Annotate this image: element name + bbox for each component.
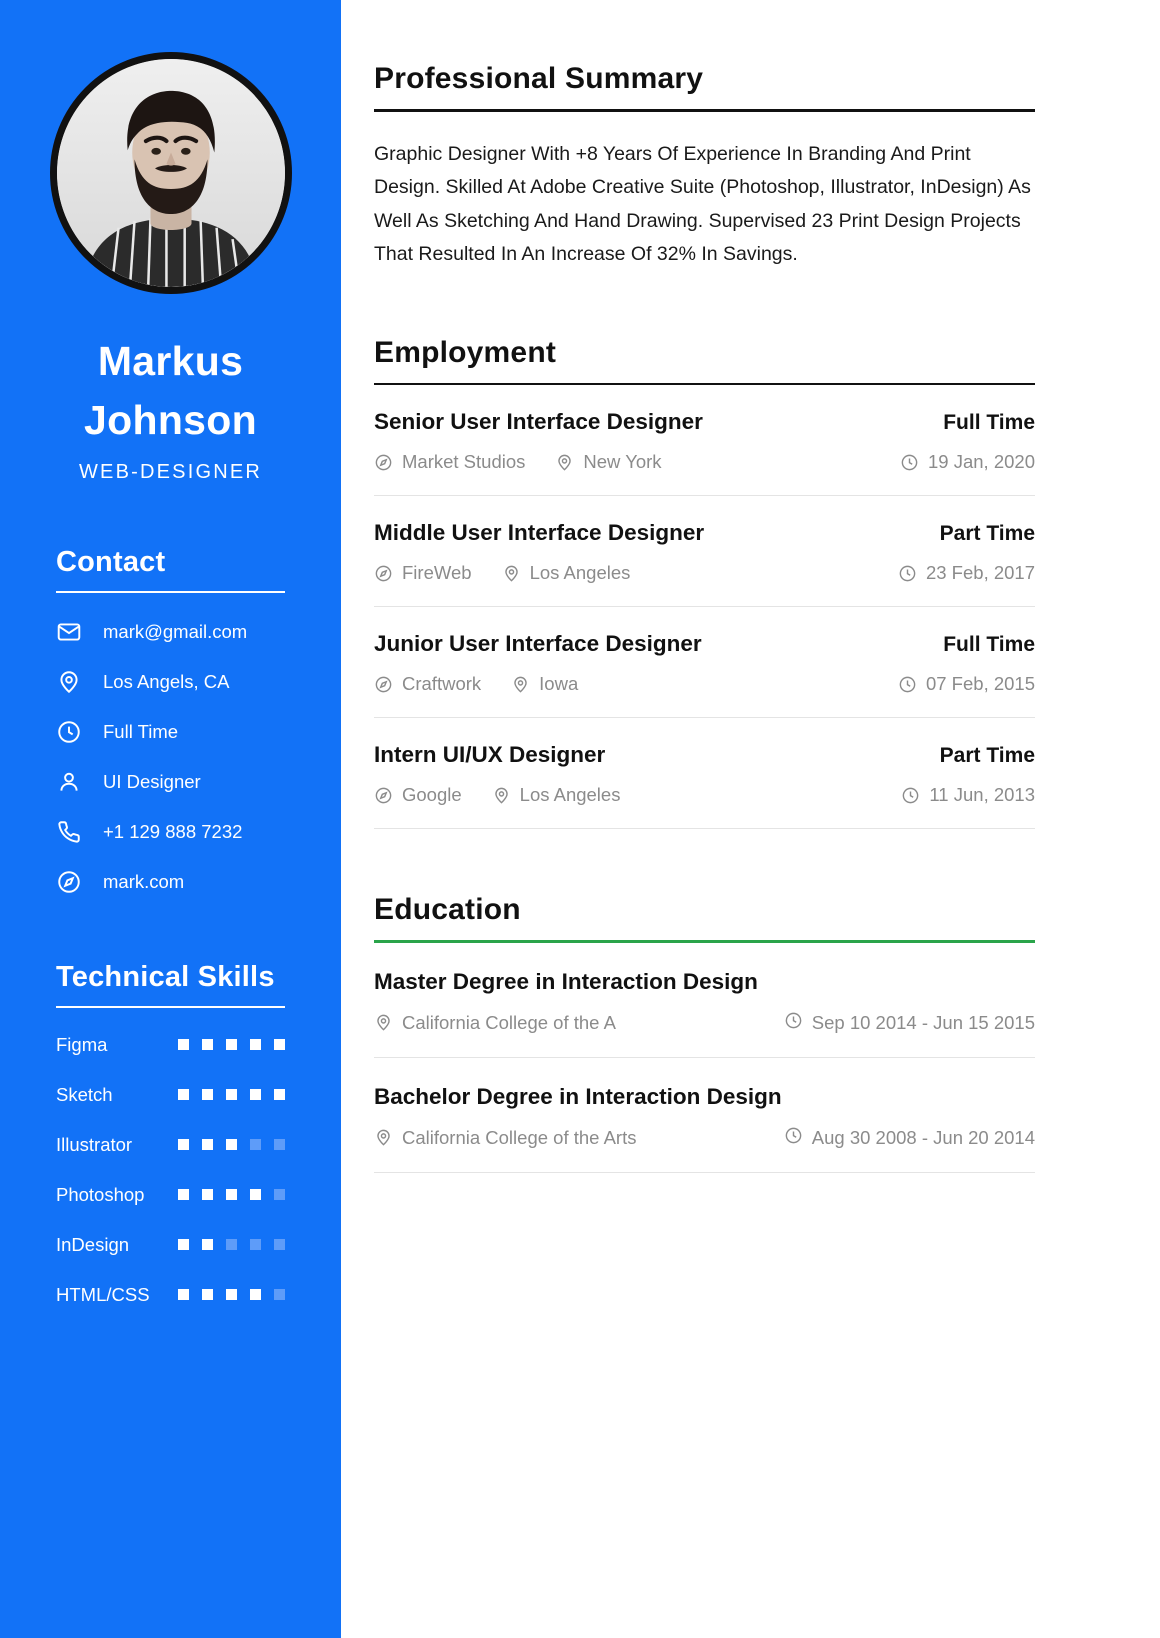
skill-row	[56, 1084, 285, 1106]
employment-header	[374, 409, 1035, 435]
contact-label: Los Angels, CA	[103, 670, 230, 692]
summary-section	[374, 62, 1035, 272]
employment-item	[374, 385, 1035, 496]
skill-rating	[178, 1289, 285, 1300]
employment-date-label: 07 Feb, 2015	[925, 673, 1035, 695]
contact-title: Contact	[56, 545, 166, 578]
phone-icon	[56, 819, 82, 845]
contact-item-phone[interactable]	[56, 819, 285, 845]
clock-icon	[784, 1126, 803, 1150]
employment-job-title: Intern UI/UX Designer	[374, 742, 606, 768]
skill-rating	[178, 1239, 285, 1250]
employment-location	[511, 673, 578, 695]
employment-date-label: 19 Jan, 2020	[928, 451, 1035, 473]
employment-item	[374, 718, 1035, 829]
skill-rating	[178, 1089, 285, 1100]
employment-location-label: Los Angeles	[529, 562, 631, 584]
clock-icon	[900, 453, 919, 472]
user-icon	[56, 769, 82, 795]
clock-icon	[784, 1011, 803, 1035]
education-degree: Master Degree in Interaction Design	[374, 968, 758, 994]
skill-row	[56, 1284, 285, 1306]
clock-icon	[898, 564, 917, 583]
education-item	[374, 943, 1035, 1058]
location-pin-icon	[492, 786, 511, 805]
sidebar	[0, 0, 341, 1638]
contact-divider	[56, 591, 285, 593]
skill-rating	[178, 1139, 285, 1150]
employment-item	[374, 496, 1035, 607]
employment-job-type: Full Time	[943, 633, 1035, 657]
employment-company-label: Market Studios	[402, 451, 526, 473]
employment-company	[374, 784, 462, 806]
contact-label: mark.com	[103, 870, 185, 892]
employment-item	[374, 607, 1035, 718]
clock-icon	[56, 719, 82, 745]
contact-section	[0, 546, 341, 895]
employment-date-label: 11 Jun, 2013	[929, 784, 1035, 806]
contact-item-email[interactable]	[56, 619, 285, 645]
location-pin-icon	[56, 669, 82, 695]
skill-row	[56, 1184, 285, 1206]
contact-item-website[interactable]	[56, 869, 285, 895]
education-title: Education	[374, 893, 521, 927]
skill-rating	[178, 1189, 285, 1200]
compass-icon	[374, 675, 393, 694]
employment-location	[492, 784, 621, 806]
education-school-label: California College of the A	[402, 1011, 616, 1033]
employment-date	[900, 451, 1035, 473]
page-title	[0, 332, 341, 451]
compass-icon	[374, 786, 393, 805]
summary-text: Graphic Designer With +8 Years Of Experience In Branding And Print Design. Skilled At Adobe Creative Suite (Photoshop, Illustrator, InDesign) As Well As Sketching And Hand Drawing. Supervised 23 Print Design Projects That Resulted In An Increase Of 32% In Savings.	[374, 142, 1031, 266]
main-content	[341, 0, 1160, 1638]
education-dates-label: Aug 30 2008 - Jun 20 2014	[811, 1126, 1035, 1148]
location-pin-icon	[555, 453, 574, 472]
employment-job-title: Middle User Interface Designer	[374, 520, 705, 546]
employment-date-label: 23 Feb, 2017	[925, 562, 1035, 584]
employment-date	[898, 562, 1035, 584]
employment-location	[555, 451, 661, 473]
contact-item-location[interactable]	[56, 669, 285, 695]
skill-label: Photoshop	[56, 1183, 145, 1205]
contact-label: UI Designer	[103, 770, 201, 792]
skill-label: HTML/CSS	[56, 1283, 150, 1305]
employment-company-label: Craftwork	[402, 673, 482, 695]
education-dates	[784, 1126, 1035, 1150]
skill-rating	[178, 1039, 285, 1050]
clock-icon	[898, 675, 917, 694]
compass-icon	[56, 869, 82, 895]
education-school	[374, 1012, 616, 1034]
employment-header	[374, 742, 1035, 768]
employment-company-label: FireWeb	[402, 562, 472, 584]
person-last-name: Johnson	[84, 397, 257, 444]
employment-company	[374, 673, 481, 695]
person-role: WEB-DESIGNER	[78, 460, 263, 483]
contact-item-title[interactable]	[56, 769, 285, 795]
person-first-name: Markus	[97, 338, 244, 384]
summary-title: Professional Summary	[374, 62, 704, 95]
employment-location	[502, 562, 631, 584]
education-dates	[784, 1011, 1035, 1035]
avatar-container	[0, 0, 341, 294]
employment-company	[374, 451, 525, 473]
employment-date	[901, 784, 1035, 806]
employment-meta	[374, 562, 1035, 584]
employment-location-label: New York	[583, 451, 662, 473]
compass-icon	[374, 564, 393, 583]
skill-label: InDesign	[56, 1233, 130, 1255]
location-pin-icon	[502, 564, 521, 583]
avatar	[50, 52, 292, 294]
employment-company-label: Google	[402, 784, 462, 806]
location-pin-icon	[374, 1128, 393, 1147]
education-meta	[374, 1126, 1035, 1150]
skill-row	[56, 1134, 285, 1156]
employment-job-type: Full Time	[943, 411, 1035, 435]
skill-row	[56, 1034, 285, 1056]
employment-job-type: Part Time	[939, 744, 1035, 768]
education-meta	[374, 1011, 1035, 1035]
contact-item-availability[interactable]	[56, 719, 285, 745]
employment-meta	[374, 784, 1035, 806]
employment-meta	[374, 673, 1035, 695]
education-section	[374, 893, 1035, 1173]
employment-company	[374, 562, 472, 584]
education-item	[374, 1058, 1035, 1173]
compass-icon	[374, 453, 393, 472]
employment-date	[898, 673, 1035, 695]
skill-label: Illustrator	[56, 1133, 133, 1155]
employment-location-label: Iowa	[539, 673, 579, 695]
education-degree: Bachelor Degree in Interaction Design	[374, 1083, 782, 1109]
employment-location-label: Los Angeles	[519, 784, 621, 806]
skill-row	[56, 1234, 285, 1256]
education-school-label: California College of the Arts	[402, 1126, 637, 1148]
employment-job-title: Junior User Interface Designer	[374, 631, 702, 657]
clock-icon	[901, 786, 920, 805]
skills-divider	[56, 1006, 285, 1008]
employment-header	[374, 520, 1035, 546]
employment-job-type: Part Time	[939, 522, 1035, 546]
employment-job-title: Senior User Interface Designer	[374, 409, 703, 435]
skills-section	[0, 961, 341, 1306]
summary-divider	[374, 109, 1035, 112]
envelope-icon	[56, 619, 82, 645]
location-pin-icon	[374, 1013, 393, 1032]
employment-section	[374, 336, 1035, 830]
employment-meta	[374, 451, 1035, 473]
contact-label: +1 129 888 7232	[103, 820, 243, 842]
employment-header	[374, 631, 1035, 657]
location-pin-icon	[511, 675, 530, 694]
skill-label: Figma	[56, 1033, 108, 1055]
education-school	[374, 1127, 636, 1149]
education-dates-label: Sep 10 2014 - Jun 15 2015	[811, 1011, 1035, 1033]
contact-label: mark@gmail.com	[103, 620, 248, 642]
portrait-photo-icon	[57, 59, 285, 287]
contact-label: Full Time	[103, 720, 179, 742]
employment-title: Employment	[374, 335, 557, 369]
skills-title: Technical Skills	[56, 960, 275, 993]
skill-label: Sketch	[56, 1083, 113, 1105]
